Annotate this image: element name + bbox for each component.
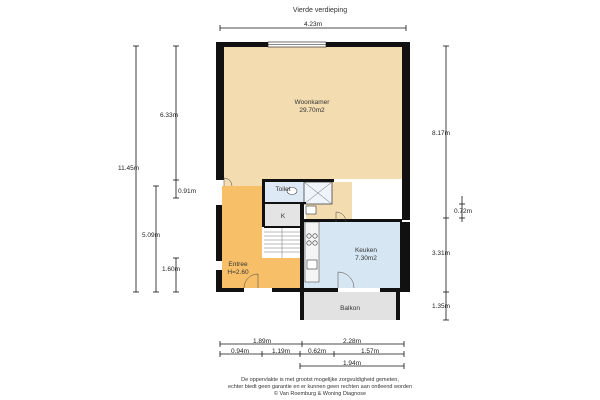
dim-bottom-2-label: 2.28m xyxy=(342,338,362,345)
woonkamer-area-label: 29.70m2 xyxy=(299,107,325,114)
dim-left-lower-label: 5.09m xyxy=(142,232,161,239)
footer-line-3: © Van Roemburg & Woning Diagnose xyxy=(273,391,367,397)
kast-label: K xyxy=(280,213,286,220)
dim-left-mid-label: 0.91m xyxy=(178,188,197,195)
keuken-area-label: 7.30m2 xyxy=(355,255,377,262)
dim-right-mid xyxy=(454,196,472,222)
dim-bottom-7-label: 1.94m xyxy=(342,360,362,367)
dim-left-total-label: 11.45m xyxy=(118,165,140,172)
footer-line-2: echter biedt geen garantie en er kunnen geen rechten aan ontleend worden xyxy=(227,384,413,390)
entree-label: Entree xyxy=(228,261,248,268)
dim-bottom-4-label: 1.19m xyxy=(271,348,291,355)
footer-line-1: De oppervlakte is met grootst mogelijke zorgvuldigheid gemeten, xyxy=(241,377,399,383)
floor-title: Vierde verdieping xyxy=(292,7,348,14)
dim-bottom-5-label: 0.62m xyxy=(307,348,327,355)
dim-top-label: 4.23m xyxy=(303,21,323,28)
balkon-label: Balkon xyxy=(340,305,360,312)
dim-left-bottom xyxy=(162,258,180,292)
entree-height-label: H=2.60 xyxy=(227,269,249,276)
dim-left-total xyxy=(118,46,139,292)
dim-left-lower xyxy=(142,186,160,292)
toilet-label: Toilet xyxy=(275,186,291,193)
dim-top xyxy=(220,21,406,31)
dim-bottom-row2 xyxy=(220,348,404,357)
dim-right-balkon-label: 1.35m xyxy=(432,303,451,310)
sink-icon xyxy=(307,260,317,269)
dim-left-bottom-label: 1.60m xyxy=(162,266,181,273)
woonkamer-label: Woonkamer xyxy=(294,99,330,106)
dim-right-lower xyxy=(432,218,450,292)
dim-right-upper-label: 8.17m xyxy=(432,130,451,137)
kitchen-counter xyxy=(305,222,319,282)
dim-right-upper xyxy=(432,46,450,218)
dim-left-upper-label: 6.33m xyxy=(160,112,179,119)
dim-left-upper xyxy=(160,46,179,180)
dim-bottom-row1 xyxy=(220,338,404,347)
dim-right-lower-label: 3.31m xyxy=(432,250,451,257)
keuken-label: Keuken xyxy=(354,247,378,254)
dim-bottom-3-label: 0.94m xyxy=(230,348,250,355)
dim-bottom-6-label: 1.57m xyxy=(360,348,380,355)
dim-right-mid-label: 0.72m xyxy=(454,208,473,215)
dim-left-mid xyxy=(173,180,196,198)
dim-right-balkon xyxy=(432,292,450,320)
washbasin-icon xyxy=(306,206,316,214)
dim-bottom-row3 xyxy=(300,360,404,369)
dim-bottom-1-label: 1.89m xyxy=(252,338,272,345)
